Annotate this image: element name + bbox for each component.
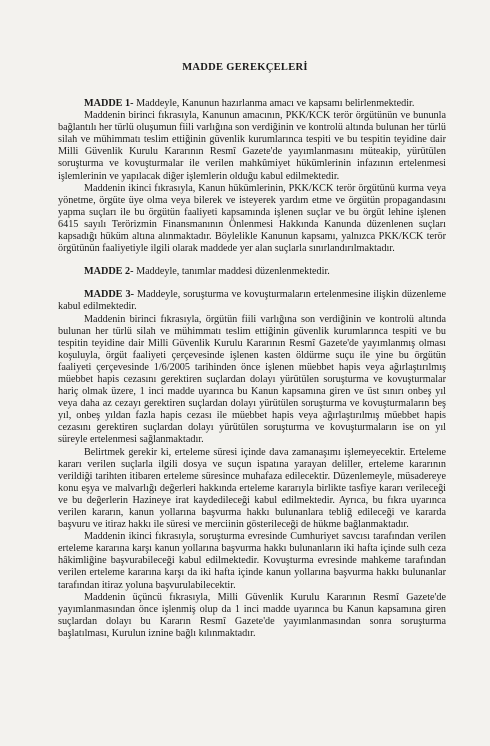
article-2-lead: Maddeyle, tanımlar maddesi düzenlenmektedir. — [133, 266, 330, 278]
article-3-paragraph-2: Maddenin birinci fıkrasıyla, örgütün fiili varlığına son verdiğinin ve kontrolü altında bulunan her türlü silah ve mühimmatı teslim ettiğinin güvenlik kurumlarınca tespiti ve bu tespitin teyidine dair Milli Güvenlik Kurulu Kararının Resmî Gazete'de yayımlanmış olması koşuluyla, örgüt faaliyeti çerçevesinde işlenen kasten öldürme suçu ile yine bu örgütün faaliyeti çerçevesinde 1/6/2005 tarihinden önce işlenen müebbet hapis veya ağırlaştırılmış müebbet hapis cezasını gerektiren suçlardan dolayı yürütülen soruşturma ve kovuşturmalar hariç olmak üzere, 1 inci madde uyarınca bu Kanun kapsamına giren ve üst sınırı onbeş yıl veya daha az cezayı gerektiren suçlardan dolayı yürütülen soruşturma ve kovuşturmaların beş yıl, onbeş yıldan fazla hapis cezası ile müebbet hapis veya ağırlaştırılmış müebbet hapis cezasını gerektiren suçlardan dolayı yürütülen soruşturma ve kovuşturmaların ise on yıl süreyle ertelenmesi sağlanmaktadır. — [58, 313, 446, 446]
article-3-heading: MADDE 3- — [84, 289, 134, 301]
document-body — [58, 98, 446, 640]
article-1-intro — [58, 98, 446, 110]
article-2-heading: MADDE 2- — [84, 266, 134, 278]
article-3-paragraph-3: Belirtmek gerekir ki, erteleme süresi içinde dava zamanaşımı işlemeyecektir. Erteleme kararı verilen suçlarla ilgili dosya ve suçun ispatına yarayan deliller, erteleme kararının verildiği tarihten itibaren erteleme süresince muhafaza edilecektir. Düzenlemeyle, müsadereye konu eşya ve malvarlığı değerleri hakkında erteleme kararıyla birlikte tasfiye kararı verileceği ve bu değerlerin Hazineye irat kaydedileceği kabul edilmektedir. Ayrıca, bu fıkra uyarınca verilen kararın, kanun yollarına başvurma hakkı bulunanlara tebliğ edileceği ve kararda başvuru ve itiraz hakkı ile süresi ve merciinin gösterileceği de hükme bağlanmaktadır. — [58, 446, 446, 531]
article-1-paragraph-3: Maddenin ikinci fıkrasıyla, Kanun hükümlerinin, PKK/KCK terör örgütünü kurma veya yönetme, örgüte üye olma veya bilerek ve isteyerek yardım etme ve örgütün propagandasını yapma suçları ile bu örgütün faaliyeti kapsamında işlenen suçlar ve bu örgüt lehine işlenen 6415 sayılı Terörizmin Finansmanının Önlenmesi Hakkında Kanunda düzenlenen suçları kapsadığı hüküm altına alınmaktadır. Böylelikle Kanunun kapsamı, yalnızca PKK/KCK terör örgütünün faaliyetiyle ilgili olarak maddede yer alan suçlarla sınırlandırılmaktadır. — [58, 182, 446, 255]
article-3-paragraph-4: Maddenin ikinci fıkrasıyla, soruşturma evresinde Cumhuriyet savcısı tarafından verilen erteleme kararına karşı kanun yollarına başvurma hakkı bulunanların iki hafta içinde sulh ceza hâkimliğine başvurabileceği kabul edilmektedir. Kovuşturma evresinde mahkeme tarafından verilen erteleme kararına karşı da iki hafta içinde kanun yollarına başvurma hakkı bulunanlar tarafından itiraz yoluna başvurulabilecektir. — [58, 531, 446, 591]
article-1-heading: MADDE 1- — [84, 98, 134, 109]
article-3-paragraph-5: Maddenin üçüncü fıkrasıyla, Milli Güvenlik Kurulu Kararının Resmî Gazete'de yayımlanmasından önce işlenmiş olup da 1 inci madde uyarınca bu Kanun kapsamına giren suçlardan dolayı bu Kararın Resmî Gazete'de yayımlanmasından sonra soruşturma başlatılması, Kurulun iznine bağlı kılınmaktadır. — [58, 591, 446, 639]
article-3-intro — [58, 289, 446, 313]
article-2-intro — [58, 266, 446, 278]
article-1-paragraph-2: Maddenin birinci fıkrasıyla, Kanunun amacının, PKK/KCK terör örgütünün ve bununla bağlantılı her türlü oluşumun fiili varlığına son verdiğinin ve kontrolü altında bulunan her türlü silah ve mühimmatı teslim ettiğinin güvenlik kurumlarınca tespiti ve bu tespitin teyidine dair Milli Güvenlik Kurulu Kararının Resmî Gazete'de yayımlanmasını müteakip, yürütülen soruşturma ve kovuşturmalar ile verilen mahkûmiyet hükümlerinin infazının ertelenmesi işlemlerinin ve yapılacak diğer işlemlerin olduğu kabul edilmektedir. — [58, 110, 446, 182]
article-1-lead: Maddeyle, Kanunun hazırlanma amacı ve kapsamı belirlenmektedir. — [133, 98, 415, 109]
article-3-lead: Maddeyle, soruşturma ve kovuşturmaların ertelenmesine ilişkin düzenleme kabul edilmektedir. — [58, 289, 447, 313]
page-title: MADDE GEREKÇELERİ — [182, 62, 308, 73]
